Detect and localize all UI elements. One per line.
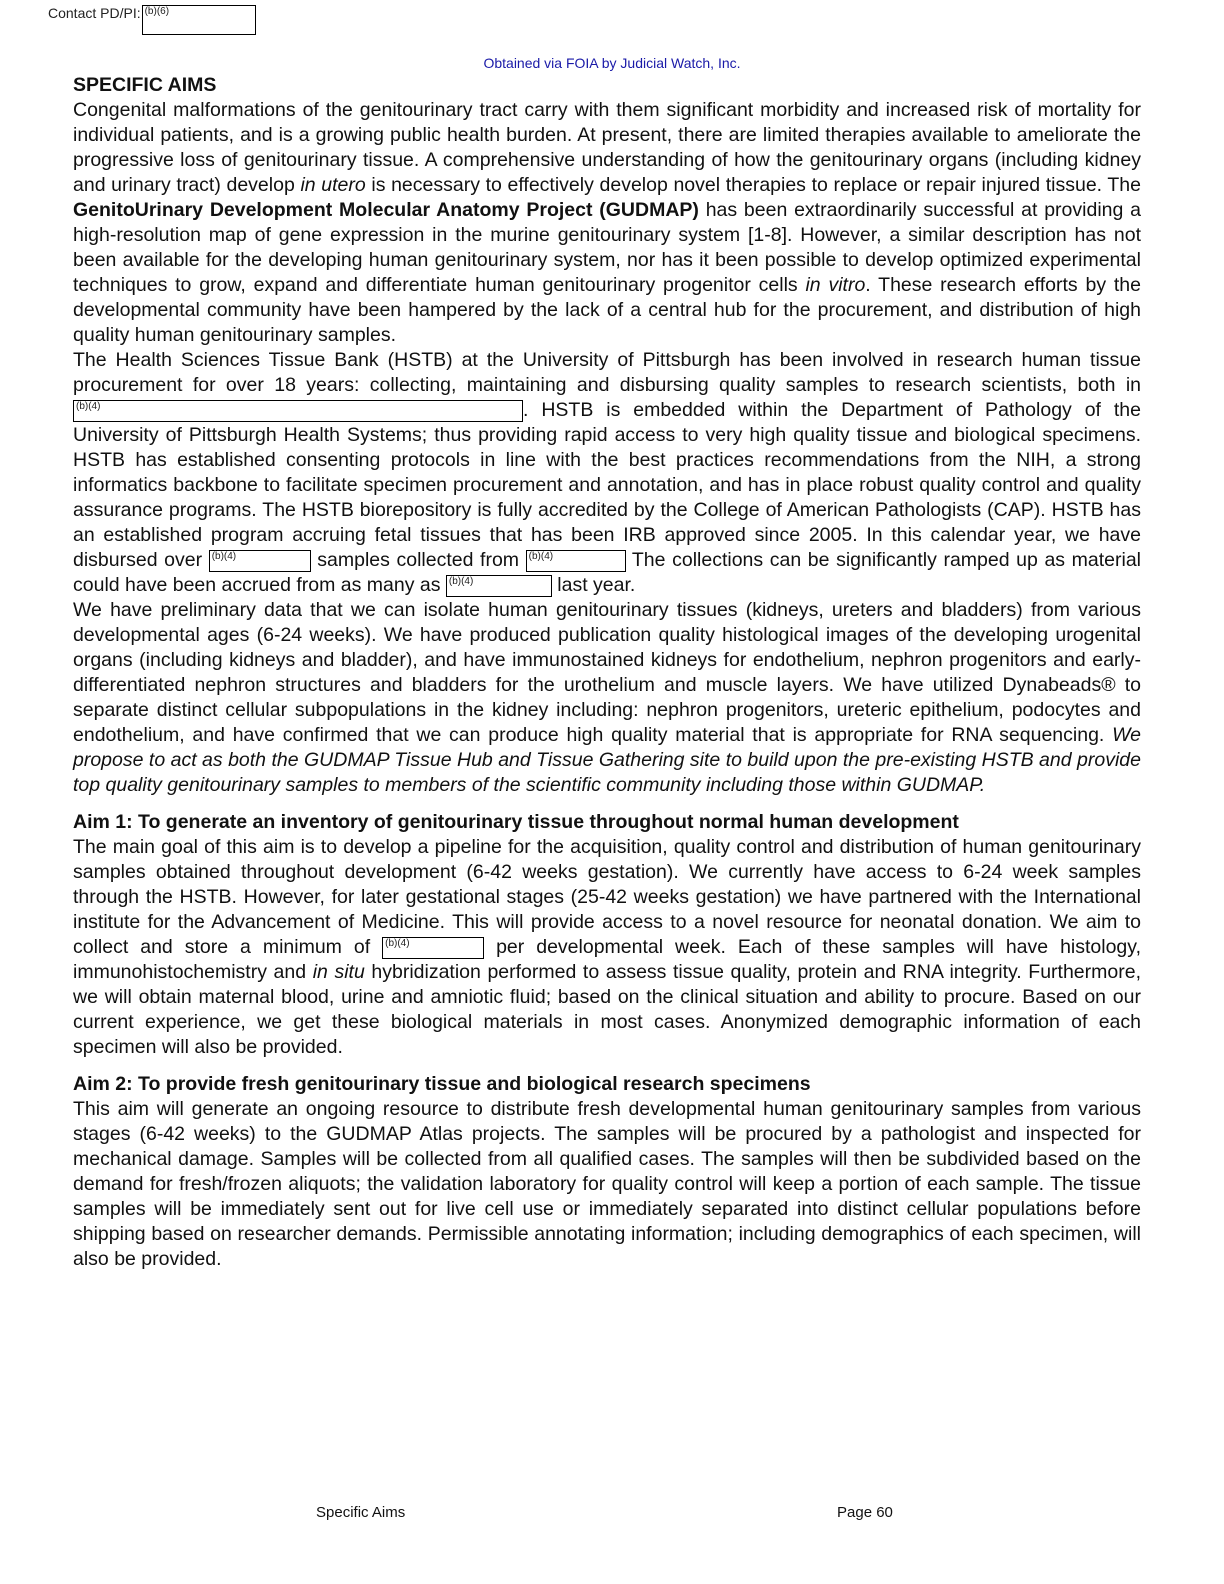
aim1-title: Aim 1: To generate an inventory of genitourinary tissue throughout normal human development [73,811,959,833]
document-body [73,73,1141,1272]
section-title: SPECIFIC AIMS [73,74,217,96]
intro-paragraph-2: The Health Sciences Tissue Bank (HSTB) at the University of Pittsburgh has been involved in research human tissue procurement for over 18 years: collecting, maintaining and disbursing quality samples to research scientists, both in (b)(4) . HSTB is embedded within the Department of Pathology of the University of Pittsburgh Health Systems; thus providing rapid access to very high quality tissue and biological specimens. HSTB has established consenting protocols in line with the best practices recommendations from the NIH, a strong informatics backbone to facilitate specimen procurement and annotation, and has in place robust quality control and quality assurance programs. The HSTB biorepository is fully accredited by the College of American Pathologists (CAP). HSTB has an established program accruing fetal tissues that has been IRB approved since 2005. In this calendar year, we have disbursed over (b)(4) samples collected from (b)(4) The collections can be significantly ramped up as material could have been accrued from as many as (b)(4) last year. [73,349,1142,596]
contact-label: Contact PD/PI: [48,5,141,21]
intro-paragraph-1: Congenital malformations of the genitourinary tract carry with them significant morbidity and increased risk of mortality for individual patients, and is a growing public health burden. At present, there are limited therapies available to ameliorate the progressive loss of genitourinary tissue. A comprehensive understanding of how the genitourinary organs (including kidney and urinary tract) develop in utero is necessary to effectively develop novel therapies to replace or repair injured tissue. The GenitoUrinary Development Molecular Anatomy Project (GUDMAP) has been extraordinarily successful at providing a high-resolution map of gene expression in the murine genitourinary system [1-8]. However, a similar description has not been available for the developing human genitourinary system, nor has it been possible to develop optimized experimental techniques to grow, expand and differentiate human genitourinary progenitor cells in vitro. These research efforts by the developmental community have been hampered by the lack of a central hub for the procurement, and distribution of high quality human genitourinary samples. [73,99,1141,346]
redaction-box: (b)(4) [73,400,523,422]
aim1-paragraph: The main goal of this aim is to develop a pipeline for the acquisition, quality control and distribution of human genitourinary samples obtained throughout development (6-42 weeks gestation). We currently have access to 6-24 week samples through the HSTB. However, for later gestational stages (25-42 weeks gestation) we have partnered with the International institute for the Advancement of Medicine. This will provide access to a novel resource for neonatal donation. We aim to collect and store a minimum of (b)(4) per developmental week. Each of these samples will have histology, immunohistochemistry and in situ hybridization performed to assess tissue quality, protein and RNA integrity. Furthermore, we will obtain maternal blood, urine and amniotic fluid; based on the clinical situation and ability to procure. Based on our current experience, we get these biological materials in most cases. Anonymized demographic information of each specimen will also be provided. [73,836,1142,1058]
foia-notice: Obtained via FOIA by Judicial Watch, Inc. [483,55,741,71]
aim2-paragraph: This aim will generate an ongoing resource to distribute fresh developmental human genitourinary samples from various stages (6-42 weeks) to the GUDMAP Atlas projects. The samples will be procured by a pathologist and inspected for mechanical damage. Samples will be collected from all qualified cases. The samples will then be subdivided based on the demand for fresh/frozen aliquots; the validation laboratory for quality control will keep a portion of each sample. The tissue samples will be immediately sent out for live cell use or immediately separated into distinct cellular populations before shipping based on researcher demands. Permissible annotating information; including demographics of each specimen, will also be provided. [73,1098,1141,1270]
redaction-code: (b)(6) [144,6,170,17]
spacer [73,798,1141,810]
redaction-box: (b)(4) [382,937,484,959]
redaction-box: (b)(4) [446,575,552,597]
spacer [73,1060,1141,1072]
footer-page-number: Page 60 [837,1504,893,1521]
redaction-box: (b)(4) [526,550,626,572]
aim2-title: Aim 2: To provide fresh genitourinary tissue and biological research specimens [73,1073,811,1095]
intro-paragraph-3: We have preliminary data that we can isolate human genitourinary tissues (kidneys, ureters and bladders) from various developmental ages (6-24 weeks). We have produced publication quality histological images of the developing urogenital organs (including kidneys and bladder), and have immunostained kidneys for endothelium, nephron progenitors and early-differentiated nephron structures and bladders for the urothelium and muscle layers. We have utilized Dynabeads® to separate distinct cellular subpopulations in the kidney including: nephron progenitors, ureteric epithelium, podocytes and endothelium, and have confirmed that we can produce high quality material that is appropriate for RNA sequencing. We propose to act as both the GUDMAP Tissue Hub and Tissue Gathering site to build upon the pre-existing HSTB and provide top quality genitourinary samples to members of the scientific community including those within GUDMAP. [73,599,1141,796]
redaction-box-contact [142,5,256,35]
contact-pi-line [48,5,256,35]
footer-section-label: Specific Aims [316,1504,406,1521]
redaction-box: (b)(4) [209,550,311,572]
